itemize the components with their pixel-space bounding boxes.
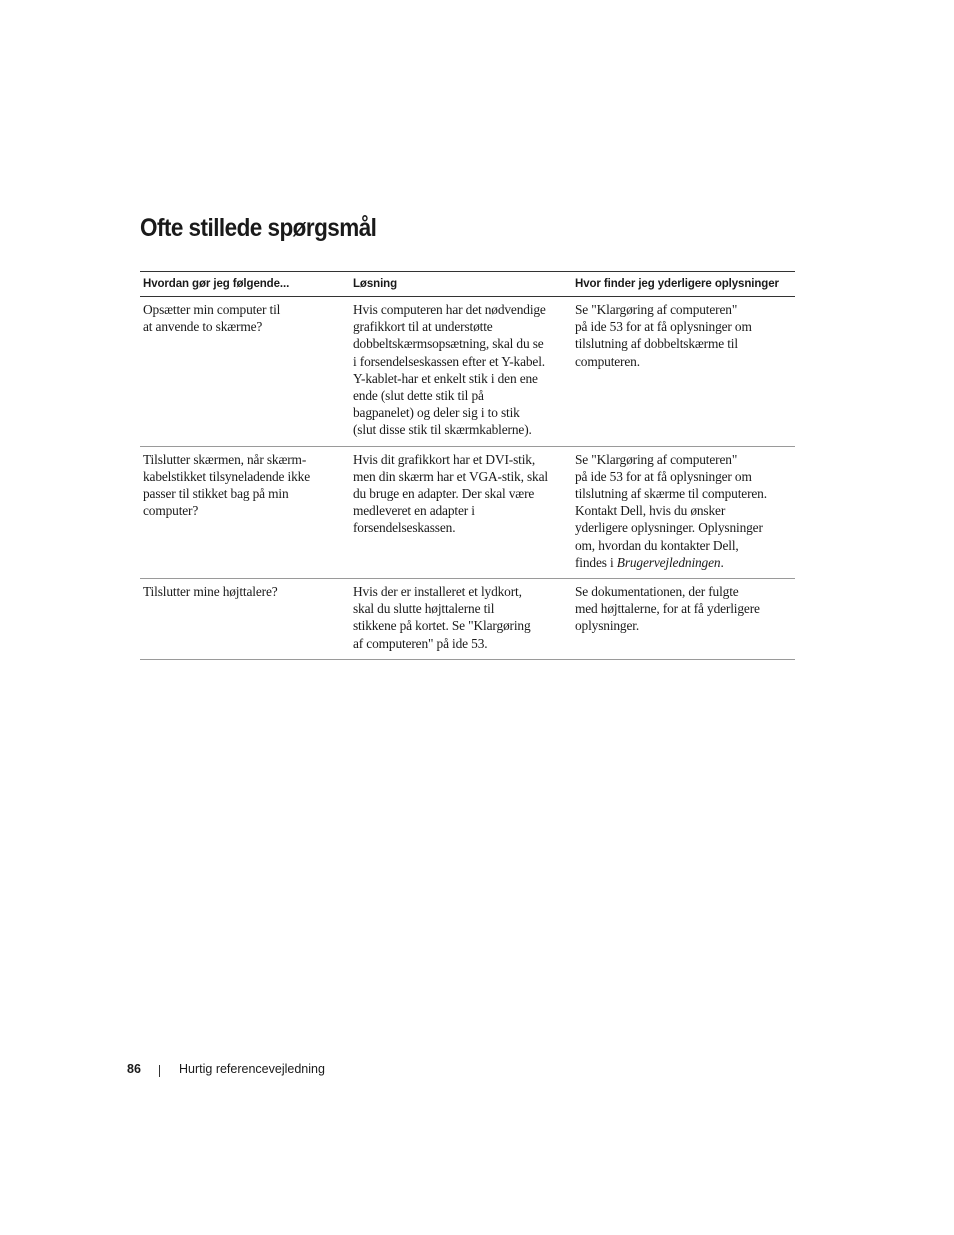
column-header-question: Hvordan gør jeg følgende... bbox=[140, 272, 350, 297]
info-line: på ide 53 for at få oplysninger om bbox=[575, 319, 752, 335]
solution-cell bbox=[350, 579, 572, 660]
info-line: om, hvordan du kontakter Dell, bbox=[575, 537, 739, 553]
table-row bbox=[140, 297, 795, 447]
info-line: tilslutning af skærme til computeren. bbox=[575, 486, 767, 502]
column-header-info: Hvor finder jeg yderligere oplysninger bbox=[572, 272, 795, 297]
question-line: at anvende to skærme? bbox=[143, 319, 263, 335]
solution-line: dobbeltskærmsopsætning, skal du se bbox=[353, 336, 544, 352]
footer-divider bbox=[159, 1065, 160, 1077]
info-reference-suffix: . bbox=[720, 554, 724, 570]
question-line: kabelstikket tilsyneladende ikke bbox=[143, 468, 310, 484]
info-line: tilslutning af dobbeltskærme til bbox=[575, 336, 738, 352]
info-line: Se "Klargøring af computeren" bbox=[575, 451, 738, 467]
question-line: computer? bbox=[143, 503, 199, 519]
solution-line: forsendelseskassen. bbox=[353, 520, 456, 536]
solution-line: stikkene på kortet. Se "Klargøring bbox=[353, 618, 531, 634]
question-line: passer til stikket bag på min bbox=[143, 486, 289, 502]
solution-line: grafikkort til at understøtte bbox=[353, 319, 493, 335]
question-cell bbox=[140, 297, 350, 447]
solution-line: du bruge en adapter. Der skal være bbox=[353, 486, 535, 502]
solution-line: bagpanelet) og deler sig i to stik bbox=[353, 405, 520, 421]
info-line: med højttalerne, for at få yderligere bbox=[575, 601, 760, 617]
solution-cell bbox=[350, 297, 572, 447]
table-row bbox=[140, 579, 795, 660]
solution-line: Hvis dit grafikkort har et DVI-stik, bbox=[353, 451, 536, 467]
table-header-row bbox=[140, 272, 795, 297]
info-line: Se "Klargøring af computeren" bbox=[575, 302, 738, 317]
footer-document-title: Hurtig referencevejledning bbox=[179, 1062, 325, 1076]
column-header-solution: Løsning bbox=[350, 272, 572, 297]
page-title: Ofte stillede spørgsmål bbox=[140, 214, 377, 242]
question-line: Opsætter min computer til bbox=[143, 302, 281, 317]
solution-line: men din skærm har et VGA-stik, skal bbox=[353, 468, 548, 484]
solution-line: Hvis der er installeret et lydkort, bbox=[353, 584, 522, 600]
info-line-with-reference bbox=[575, 554, 792, 571]
solution-line: skal du slutte højttalerne til bbox=[353, 601, 495, 617]
info-line: computeren. bbox=[575, 353, 640, 369]
info-line: oplysninger. bbox=[575, 618, 640, 634]
info-line: Se dokumentationen, der fulgte bbox=[575, 584, 739, 600]
solution-line: Hvis computeren har det nødvendige bbox=[353, 302, 546, 317]
user-guide-reference: Brugervejledningen bbox=[616, 554, 721, 570]
question-line: Tilslutter skærmen, når skærm- bbox=[143, 451, 307, 467]
table-row bbox=[140, 446, 795, 578]
info-cell bbox=[572, 297, 795, 447]
faq-table bbox=[140, 271, 795, 660]
info-line: Kontakt Dell, hvis du ønsker bbox=[575, 503, 726, 519]
solution-line: Y-kablet-har et enkelt stik i den ene bbox=[353, 370, 538, 386]
solution-line: ende (slut dette stik til på bbox=[353, 388, 484, 404]
info-line: yderligere oplysninger. Oplysninger bbox=[575, 520, 763, 536]
solution-line: i forsendelseskassen efter et Y-kabel. bbox=[353, 353, 545, 369]
solution-cell bbox=[350, 446, 572, 578]
question-cell bbox=[140, 446, 350, 578]
info-reference-prefix: findes i bbox=[575, 554, 617, 570]
info-line: på ide 53 for at få oplysninger om bbox=[575, 468, 752, 484]
question-line: Tilslutter mine højttalere? bbox=[143, 584, 278, 600]
info-cell bbox=[572, 446, 795, 578]
solution-line: medleveret en adapter i bbox=[353, 503, 475, 519]
solution-line: (slut disse stik til skærmkablerne). bbox=[353, 422, 532, 438]
solution-line: af computeren" på ide 53. bbox=[353, 635, 488, 651]
info-cell bbox=[572, 579, 795, 660]
question-cell bbox=[140, 579, 350, 660]
page-number: 86 bbox=[127, 1062, 141, 1076]
